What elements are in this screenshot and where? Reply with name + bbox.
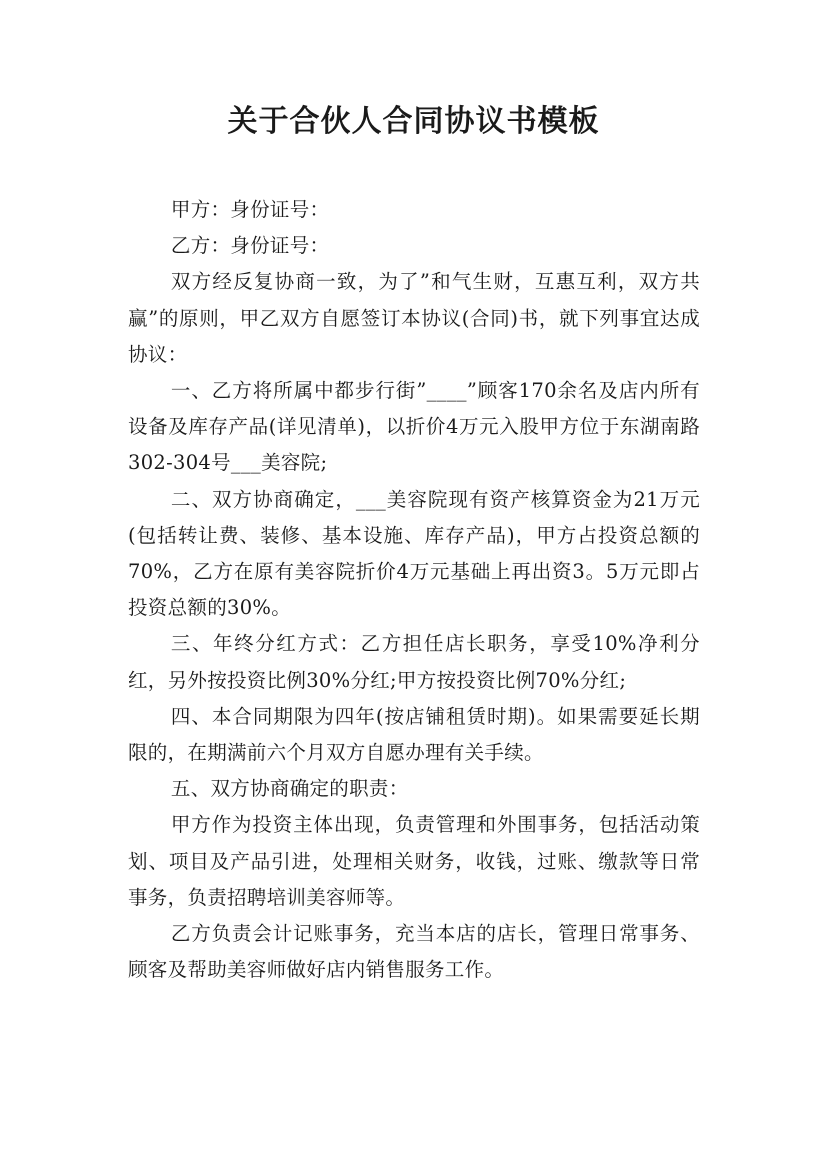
preamble-paragraph: 双方经反复协商一致，为了”和气生财，互惠互利，双方共赢”的原则，甲乙双方自愿签订本协议(合同)书，就下列事宜达成协议： xyxy=(128,270,700,366)
document-title: 关于合伙人合同协议书模板 xyxy=(227,104,600,139)
clause-5-heading: 五、双方协商确定的职责： xyxy=(170,777,409,801)
clause-4: 四、本合同期限为四年(按店铺租赁时期)。如果需要延长期限的，在期满前六个月双方自愿办理有关手续。 xyxy=(128,704,700,765)
clause-2: 二、双方协商确定，___美容院现有资产核算资金为21万元(包括转让费、装修、基本设施、库存产品)，甲方占投资总额的70%，乙方在原有美容院折价4万元基础上再出资3。5万元即占投资总额的30%。 xyxy=(128,487,700,620)
document-body xyxy=(128,192,700,988)
party-a-line: 甲方：身份证号： xyxy=(170,198,330,221)
clause-1: 一、乙方将所属中都步行街”____”顾客170余名及店内所有设备及库存产品(详见清单)，以折价4万元入股甲方位于东湖南路302-304号___美容院; xyxy=(128,379,700,475)
party-b-line: 乙方：身份证号： xyxy=(170,234,330,258)
clause-3: 三、年终分红方式：乙方担任店长职务，享受10%净利分红，另外按投资比例30%分红;甲方按投资比例70%分红; xyxy=(128,632,700,692)
party-b-duties: 乙方负责会计记账事务，充当本店的店长，管理日常事务、顾客及帮助美容师做好店内销售服务工作。 xyxy=(128,922,700,982)
party-a-duties: 甲方作为投资主体出现，负责管理和外围事务，包括活动策划、项目及产品引进，处理相关财务，收钱，过账、缴款等日常事务，负责招聘培训美容师等。 xyxy=(128,813,700,909)
